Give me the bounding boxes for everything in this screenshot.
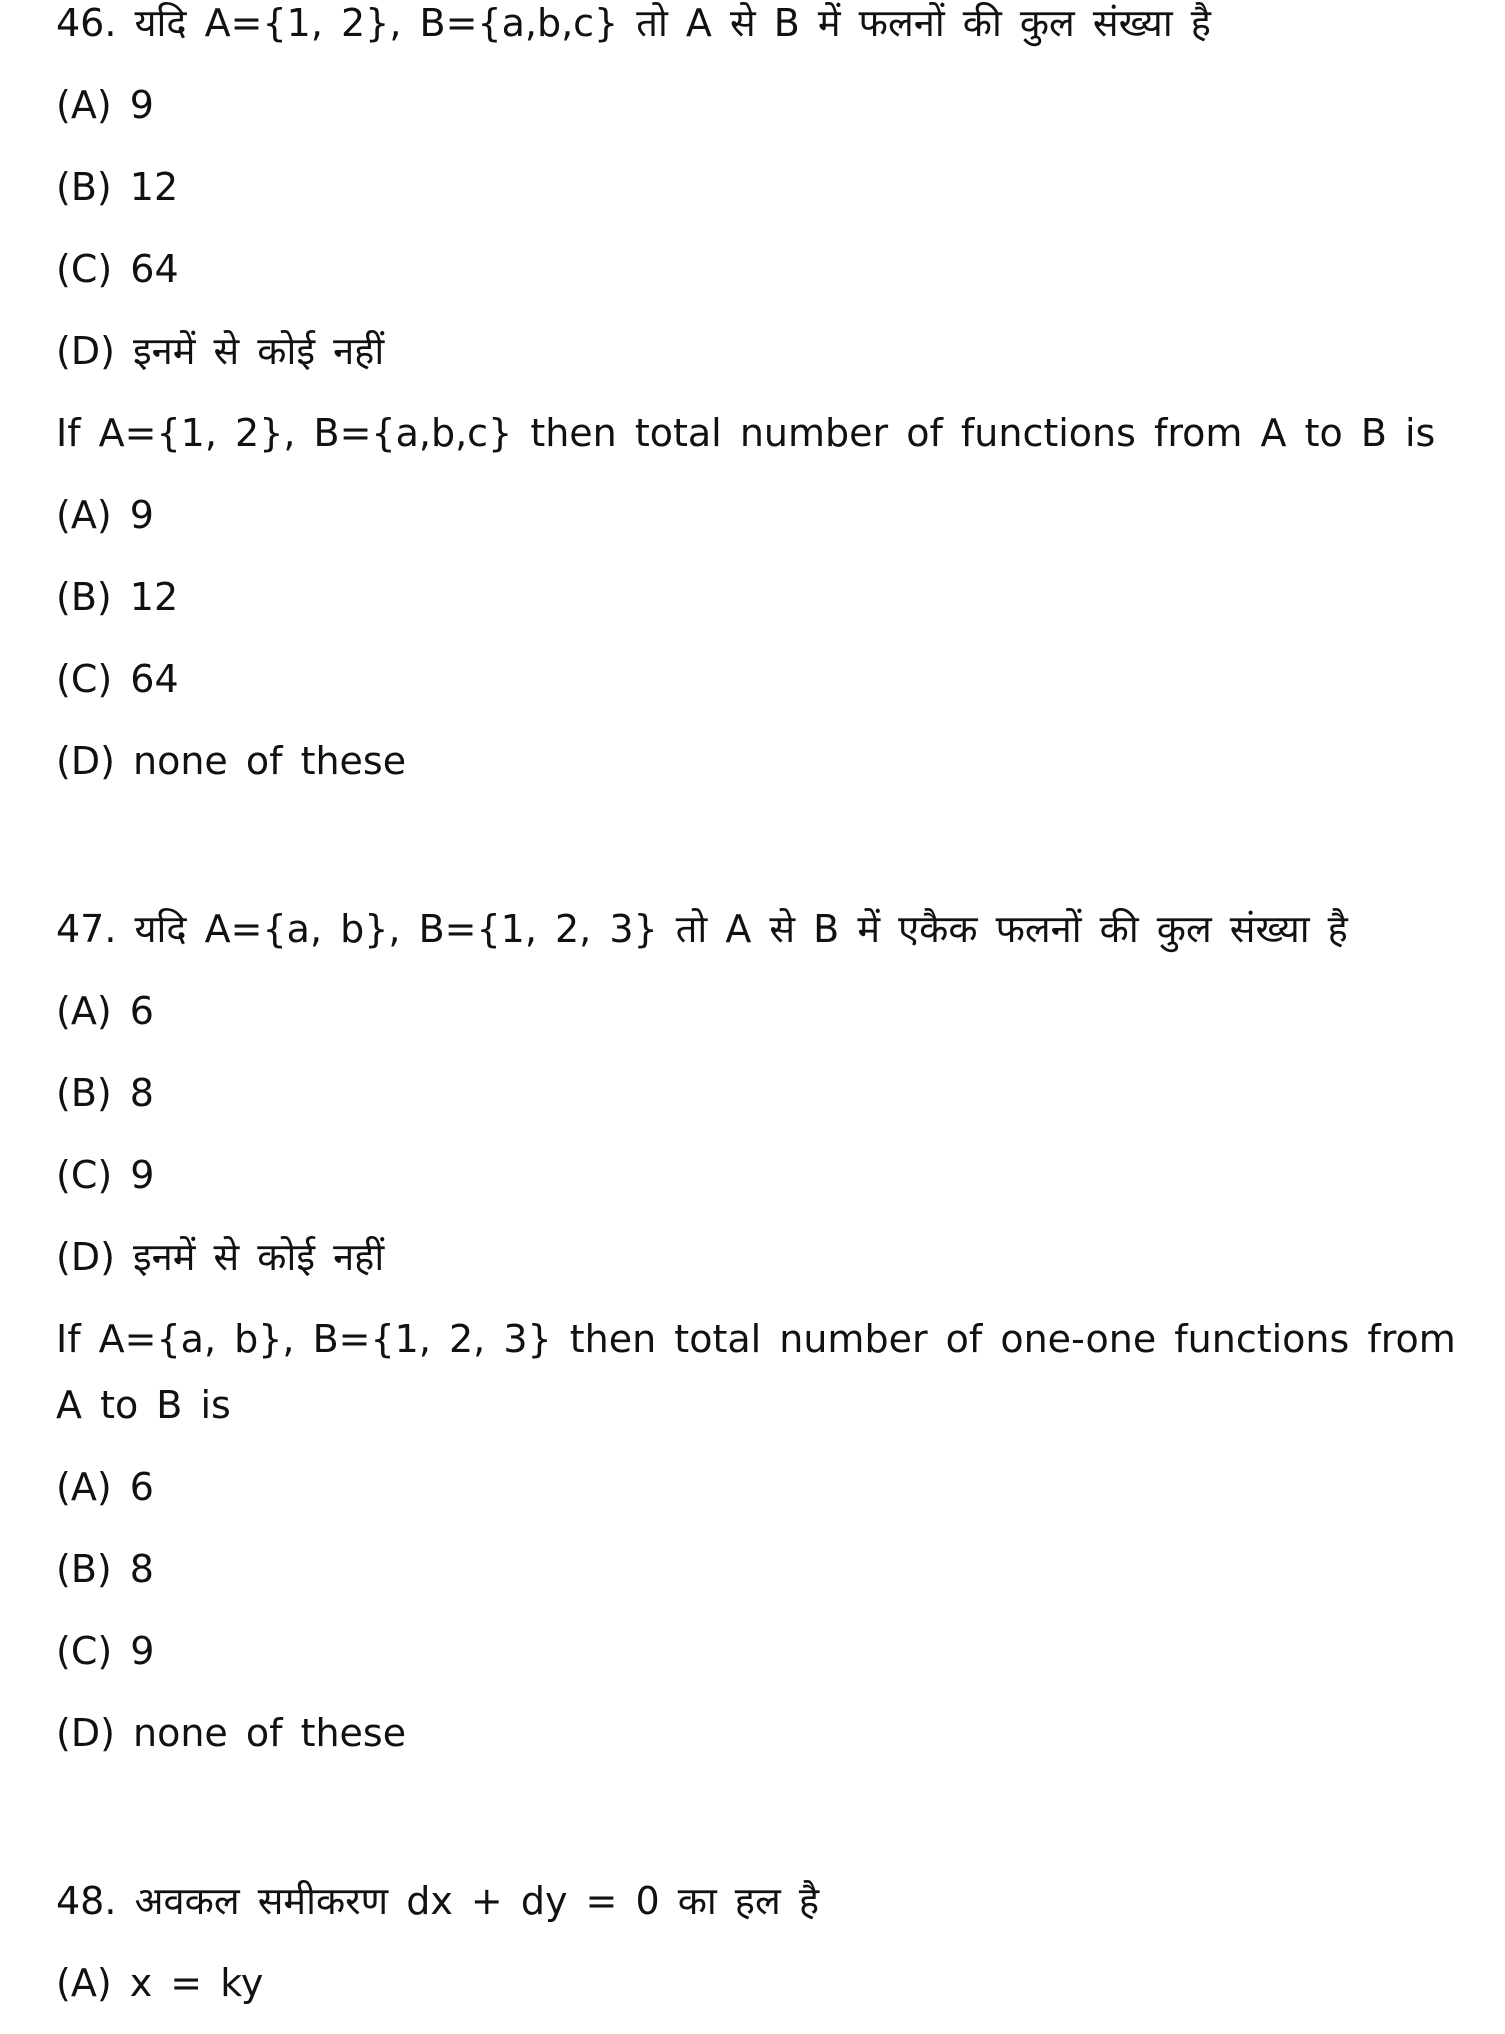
q46-hindi-option-c: (C) 64 (56, 247, 179, 291)
question-spacer (56, 1774, 1456, 1860)
question-spacer (56, 802, 1456, 888)
q47-hindi-option-d: (D) इनमें से कोई नहीं (56, 1235, 385, 1279)
q47-english-option-c: (C) 9 (56, 1629, 155, 1673)
q47-hindi-option-b: (B) 8 (56, 1071, 154, 1115)
q47-hindi-option-c: (C) 9 (56, 1153, 155, 1197)
q46-english-option-b: (B) 12 (56, 575, 179, 619)
question-47-hindi: 47. यदि A={a, b}, B={1, 2, 3} तो A से B में एकैक फलनों की कुल संख्या है (56, 907, 1348, 951)
q46-hindi-option-d: (D) इनमें से कोई नहीं (56, 329, 385, 373)
q46-english-option-d: (D) none of these (56, 739, 407, 783)
question-46-hindi: 46. यदि A={1, 2}, B={a,b,c} तो A से B में फलनों की कुल संख्या है (56, 1, 1211, 45)
question-47-english: If A={a, b}, B={1, 2, 3} then total number of one-one functions from A to B is (56, 1317, 1456, 1427)
q47-english-option-d: (D) none of these (56, 1711, 407, 1755)
q46-english-option-a: (A) 9 (56, 493, 154, 537)
question-46-english: If A={1, 2}, B={a,b,c} then total number of functions from A to B is (56, 411, 1436, 455)
question-page (56, 0, 1456, 2024)
q47-hindi-option-a: (A) 6 (56, 989, 154, 1033)
q47-english-option-a: (A) 6 (56, 1465, 154, 1509)
q46-hindi-option-b: (B) 12 (56, 165, 179, 209)
q46-hindi-option-a: (A) 9 (56, 83, 154, 127)
q47-english-option-b: (B) 8 (56, 1547, 154, 1591)
q46-english-option-c: (C) 64 (56, 657, 179, 701)
question-48-hindi: 48. अवकल समीकरण dx + dy = 0 का हल है (56, 1879, 820, 1923)
q48-hindi-option-a: (A) x = ky (56, 1961, 264, 2005)
